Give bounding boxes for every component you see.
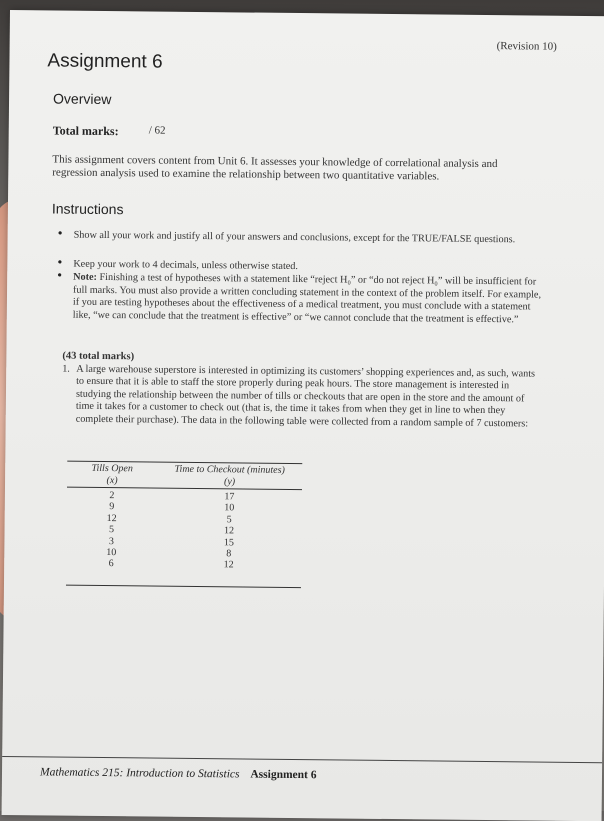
overview-line-1: This assignment covers content from Unit 6. It assesses your knowledge of correlational analysis and — [52, 153, 498, 171]
table-cell: 9 — [109, 501, 115, 513]
table-cell: 12 — [223, 559, 234, 571]
table-cell: 8 — [226, 548, 232, 560]
table-cell: 2 — [109, 490, 115, 502]
table-cell: 10 — [106, 547, 117, 559]
overview-heading: Overview — [52, 90, 112, 108]
total-marks-label: Total marks: — [52, 123, 119, 139]
header-y-symbol: (y) — [223, 476, 236, 488]
instruction-item-note — [73, 272, 544, 327]
bullet-icon: • — [57, 255, 63, 271]
data-table — [67, 461, 302, 571]
table-bottom-rule — [66, 585, 301, 588]
table-cell: 3 — [108, 535, 115, 547]
table-cell: 5 — [226, 514, 232, 526]
question-number: 1. — [62, 363, 70, 375]
table-cell: 12 — [223, 525, 235, 537]
footer-course: Mathematics 215: Introduction to Statistics — [39, 766, 240, 781]
table-cell: 10 — [224, 502, 235, 514]
column-x-values — [66, 490, 157, 571]
overview-line-2: regression analysis used to examine the relationship between two quantitative variables. — [52, 166, 440, 183]
instruction-item: Show all your work and justify all of your answers and conclusions, except for the TRUE/FALSE questions. — [73, 229, 516, 246]
note-label: Note: — [73, 271, 98, 283]
footer — [40, 766, 317, 781]
header-time-to-checkout: Time to Checkout (minutes) — [174, 463, 285, 476]
table-cell: 17 — [224, 491, 235, 503]
table-cell: 5 — [109, 524, 115, 536]
footer-assignment: Assignment 6 — [250, 768, 317, 782]
table-cell: 6 — [108, 558, 114, 570]
header-x-symbol: (x) — [106, 475, 118, 487]
paper-sheet — [2, 10, 604, 821]
total-marks-value: / 62 — [148, 124, 166, 137]
revision-label: (Revision 10) — [496, 40, 557, 53]
question-text: A large warehouse superstore is interested in optimizing its customers’ shopping experiences and, as such, wants to ensure that it is able to staff the store properly during peak hours. The store management is interested in studying the relationship between the number of tills or checkouts that are open in the store and the amount of time it takes for a customer to check out (that is, the time it takes from when they get in line to when they complete their purchase). The data in the following table were collected from a random sample of 7 customers: — [75, 363, 536, 430]
column-y-values — [156, 491, 302, 572]
page-title: Assignment 6 — [47, 50, 163, 73]
instructions-heading: Instructions — [51, 200, 124, 218]
question-marks: (43 total marks) — [62, 350, 135, 363]
bullet-icon: • — [57, 268, 63, 284]
instruction-item: Keep your work to 4 decimals, unless otherwise stated. — [73, 258, 299, 273]
footer-rule — [2, 756, 602, 763]
bullet-icon: • — [57, 226, 63, 242]
table-cell: 15 — [223, 536, 234, 548]
table-cell: 12 — [106, 512, 117, 524]
note-text: Finishing a test of hypotheses with a statement like “reject H₀” or “do not reject H₀” will be insufficient for full marks. You must also provide a written concluding statement in the context of the problem itself. For example, if you are testing hypotheses about the effectiveness of a medical treatment, you must conclude with a statement like, “we can conclude that the treatment is effective” or “we cannot conclude that the treatment is effective.” — [72, 271, 542, 326]
header-tills-open: Tills Open — [91, 462, 133, 475]
